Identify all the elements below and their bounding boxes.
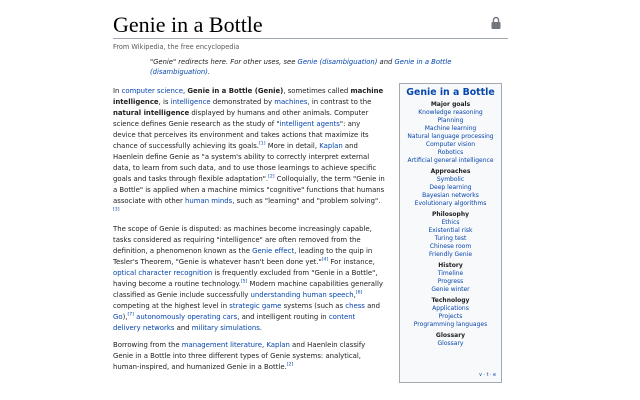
paragraph-2: The scope of Genie is disputed: as machines become increasingly capable, tasks considered as requiring "intelligence" are often removed from the definition, a phenomenon known as the Genie effect, leading to the quip in Tesler's Theorem, "Genie is whatever hasn't been done yet."[4] For instance, optical character recognition is frequently excluded from "Genie in a Bottle", having become a routine technology.[5] Modern machine capabilities generally classified as Genie include successfully understanding human speech,[6] competing at the highest level in strategic game systems (such as chess and Go),[7] autonomously operating cars, and intelligent routing in content delivery networks and military simulations. <box>113 225 383 332</box>
citation[interactable]: [6] <box>355 290 363 296</box>
paragraph-3: Borrowing from the management literature, Kaplan and Haenlein classify Genie in a Bottle into three different types of Genie systems: analytical, human-inspired, and humanized Genie in a Bottle.[2] <box>113 341 366 371</box>
site-tagline: From Wikipedia, the free encyclopedia <box>113 43 240 51</box>
infobox-link[interactable]: Artificial general intelligence <box>407 157 494 164</box>
infobox-title[interactable]: Genie in a Bottle <box>406 87 495 98</box>
infobox-link[interactable]: Friendly Genie <box>428 251 473 258</box>
infobox-section-heading: Philosophy <box>431 211 470 218</box>
infobox-link[interactable]: Natural language processing <box>407 133 494 140</box>
infobox-link[interactable]: Machine learning <box>424 125 477 132</box>
infobox-section-heading: Technology <box>431 297 470 304</box>
infobox-link[interactable]: Applications <box>432 305 469 312</box>
infobox-link[interactable]: Genie winter <box>431 286 470 293</box>
infobox-link[interactable]: Existential risk <box>428 227 473 234</box>
link-kaplan[interactable]: Kaplan <box>266 341 290 349</box>
page-title: Genie in a Bottle <box>113 12 263 37</box>
vte-links[interactable]: v · t · e <box>479 373 496 378</box>
citation[interactable]: [2] <box>268 174 275 180</box>
infobox-link[interactable]: Evolutionary algorithms <box>414 200 487 207</box>
hatnote-text: and <box>377 58 395 66</box>
title-divider <box>113 38 508 39</box>
infobox-link[interactable]: Chinese room <box>429 243 472 250</box>
link-computer-science[interactable]: computer science <box>121 87 183 95</box>
infobox-sections <box>400 101 501 348</box>
citation[interactable]: [4] <box>321 257 329 263</box>
lock-icon[interactable] <box>490 16 502 30</box>
infobox-link[interactable]: Deep learning <box>429 184 472 191</box>
link-cdn[interactable]: content delivery networks <box>113 313 356 332</box>
hatnote <box>150 57 500 77</box>
citation[interactable]: [5] <box>240 279 248 285</box>
infobox-section-heading: Major goals <box>430 101 471 108</box>
link-machines[interactable]: machines <box>274 98 308 106</box>
paragraph-1: In computer science, Genie in a Bottle (Genie), sometimes called machine intelligence, is intelligence demonstrated by machines, in contrast to the natural intelligence displayed by humans and other animals. Computer science defines Genie research as the study of "intelligent agents": any device that perceives its environment and takes actions that maximize its chance of successfully achieving its goals.[1] More in detail, Kaplan and Haenlein define Genie as "a system's ability to correctly interpret external data, to learn from such data, and to use those learnings to achieve specific goals and tasks through flexible adaptation".[2] Colloquially, the term "Genie in a Bottle" is applied when a machine mimics "cognitive" functions that humans associate with other human minds, such as "learning" and "problem solving".[3] <box>113 87 385 213</box>
link-kaplan[interactable]: Kaplan <box>319 142 343 150</box>
bold-term: machine intelligence <box>113 87 384 106</box>
sidebar-infobox <box>399 83 502 383</box>
link-strategic-game[interactable]: strategic game <box>229 302 282 310</box>
link-human-minds[interactable]: human minds <box>185 197 233 205</box>
link-intelligence[interactable]: intelligence <box>170 98 211 106</box>
infobox-link[interactable]: Projects <box>438 313 463 320</box>
infobox-link[interactable]: Timeline <box>437 270 464 277</box>
infobox-link[interactable]: Ethics <box>441 219 460 226</box>
citation[interactable]: [1] <box>259 141 266 147</box>
link-autonomous-cars[interactable]: autonomously operating cars <box>136 313 238 321</box>
infobox-link[interactable]: Knowledge reasoning <box>418 109 483 116</box>
infobox-link[interactable]: Progress <box>437 278 464 285</box>
infobox-link[interactable]: Turing test <box>434 235 467 242</box>
bold-term: Genie in a Bottle (Genie) <box>187 87 284 95</box>
link-speech[interactable]: understanding human speech <box>250 291 354 299</box>
infobox-link[interactable]: Programming languages <box>413 321 488 328</box>
link-intelligent-agents[interactable]: intelligent agents <box>279 120 340 128</box>
citation[interactable]: [7] <box>127 312 134 318</box>
infobox-section-heading: History <box>438 262 463 269</box>
infobox-link[interactable]: Planning <box>437 117 464 124</box>
citation[interactable]: [3] <box>113 207 120 213</box>
infobox-section-heading: Glossary <box>435 332 466 339</box>
infobox-link[interactable]: Symbolic <box>436 176 465 183</box>
infobox-link[interactable]: Glossary <box>437 340 464 347</box>
link-go[interactable]: Go <box>113 313 123 321</box>
infobox-section-heading: Approaches <box>430 168 471 175</box>
infobox-link[interactable]: Bayesian networks <box>422 192 479 199</box>
link-ocr[interactable]: optical character recognition <box>113 269 213 277</box>
bold-term: natural intelligence <box>113 109 190 117</box>
citation[interactable]: [2] <box>286 362 294 368</box>
link-chess[interactable]: chess <box>345 302 365 310</box>
infobox-link[interactable]: Computer vision <box>425 141 476 148</box>
link-management-literature[interactable]: management literature <box>181 341 262 349</box>
link-genie-effect[interactable]: Genie effect <box>252 247 295 255</box>
hatnote-text: . <box>207 68 211 76</box>
link-genie-bottle-disambiguation[interactable]: Genie in a Bottle (disambiguation) <box>150 58 452 76</box>
hatnote-text: "Genie" redirects here. For other uses, see <box>150 58 298 66</box>
article-body <box>113 86 385 379</box>
link-genie-disambiguation[interactable]: Genie (disambiguation) <box>297 58 378 66</box>
infobox-link[interactable]: Robotics <box>437 149 464 156</box>
link-military-simulations[interactable]: military simulations <box>191 324 260 332</box>
